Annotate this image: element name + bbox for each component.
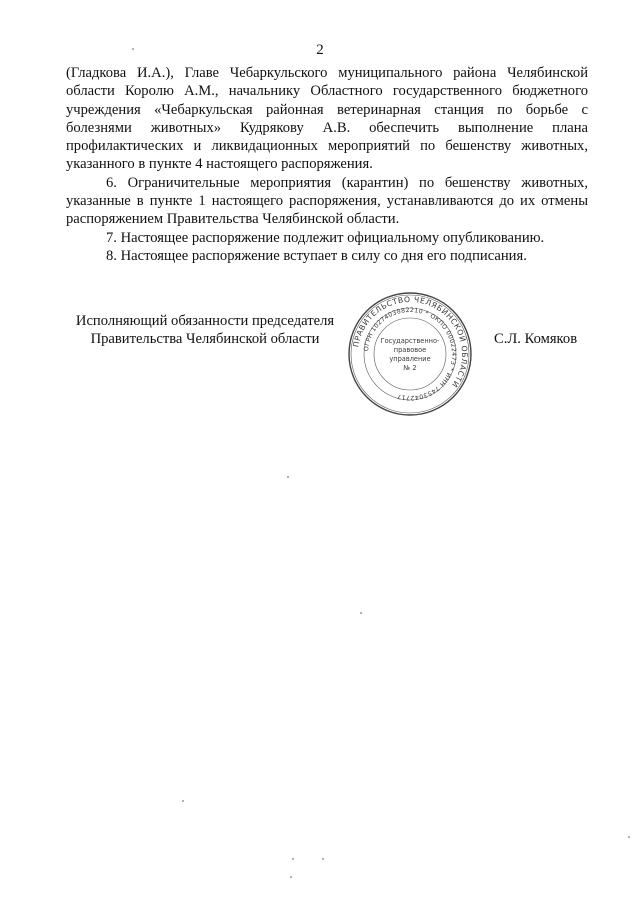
page-number: 2 [316,42,324,58]
scan-speck [132,48,134,50]
paragraph-item-6: 6. Ограничительные мероприятия (карантин) по бешенству животных, указанные в пункте 1 настоящего распоряжения, устанавливаются до их отмены распоряжением Правительства Челябинской области. [66,174,588,228]
signatory-position [60,312,350,349]
signatory-position-line1: Исполняющий обязанности председателя [75,313,335,329]
scan-speck [182,800,184,802]
seal-center-line3: управление [389,355,431,363]
seal-center-line4: № 2 [403,364,417,372]
signatory-name: С.Л. Комяков [494,331,578,347]
signatory-position-line2: Правительства Челябинской области [90,331,320,348]
paragraph-item-7: 7. Настоящее распоряжение подлежит официальному опубликованию. [106,229,545,246]
scan-speck [292,858,294,860]
official-seal-stamp [346,290,474,418]
scan-speck [290,876,292,878]
scan-speck [628,836,630,838]
seal-center-line1: Государственно- [380,337,440,345]
scan-speck [287,476,289,478]
seal-outer-text: ПРАВИТЕЛЬСТВО ЧЕЛЯБИНСКОЙ ОБЛАСТИ [351,294,470,390]
scan-speck [360,612,362,614]
paragraph-continuation: (Гладкова И.А.), Главе Чебаркульского муниципального района Челябинской области Королю А.М., начальнику Областного государственного бюджетного учреждения «Чебаркульская районная ветеринарная станция по борьбе с болезнями животных» Кудрякову А.В. обеспечить выполнение плана профилактических и ликвидационных мероприятий по бешенству животных, указанного в пункте 4 настоящего распоряжения. [66,65,588,173]
document-body [66,64,588,265]
scan-speck [322,858,324,860]
seal-inner-text: ОГРН 1027403882210 * ОКПО 00022473 * ИНН 7453042717 [363,306,458,402]
seal-center-line2: правовое [393,346,427,354]
paragraph-item-8: 8. Настоящее распоряжение вступает в силу со дня его подписания. [106,247,527,264]
